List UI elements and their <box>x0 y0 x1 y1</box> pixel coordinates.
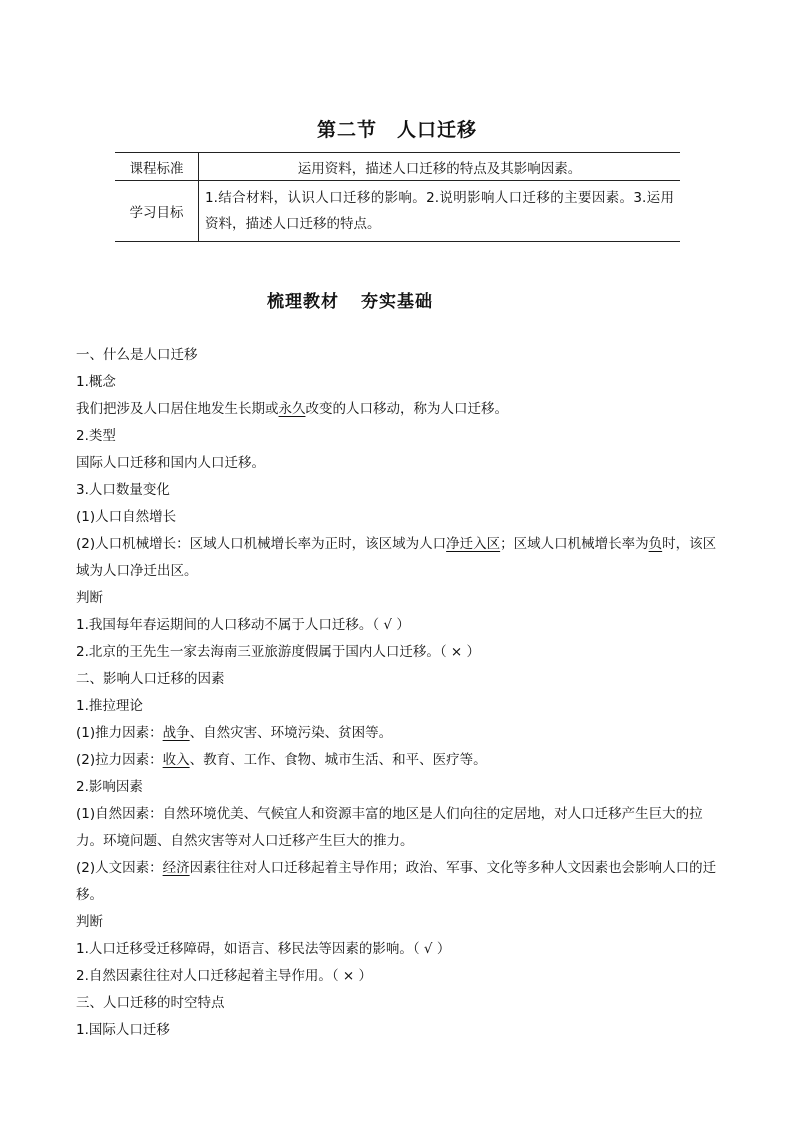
judge-item: 2.自然因素往往对人口迁移起着主导作用。（ × ） <box>76 968 373 984</box>
table-row <box>115 181 680 242</box>
section-heading <box>0 287 700 312</box>
text-span: 、教育、工作、食物、城市生活、和平、医疗等。 <box>189 752 487 768</box>
blank-answer: 负 <box>648 536 663 552</box>
blank-answer: 净迁入区 <box>446 536 501 552</box>
page-title: 第二节 人口迁移 <box>316 119 477 141</box>
text-span: (2)拉力因素： <box>76 752 163 768</box>
section-heading-part2: 夯实基础 <box>361 292 433 312</box>
judge-item: 1.人口迁移受迁移障碍，如语言、移民法等因素的影响。（ √ ） <box>76 941 451 957</box>
text-span: (1)推力因素： <box>76 725 163 741</box>
judge-title: 判断 <box>76 590 103 606</box>
text-span: 改变的人口移动，称为人口迁移。 <box>305 401 508 417</box>
factors-title: 2.影响因素 <box>76 779 143 795</box>
text-span: 我们把涉及人口居住地发生长期或 <box>76 401 279 417</box>
judge-item: 1.我国每年春运期间的人口移动不属于人口迁移。（ √ ） <box>76 617 410 633</box>
blank-answer: 经济 <box>162 860 190 876</box>
table-row <box>115 153 680 181</box>
course-standard-value: 运用资料，描述人口迁移的特点及其影响因素。 <box>199 153 681 181</box>
judge-title: 判断 <box>76 914 103 930</box>
concept-text <box>76 396 721 423</box>
type-title: 2.类型 <box>76 428 116 444</box>
section-1-title: 一、什么是人口迁移 <box>76 347 198 363</box>
text-span: ；区域人口机械增长率为 <box>500 536 649 552</box>
text-span: 时，该区域为人口净迁出区。 <box>76 536 717 579</box>
learning-goal-value: 1.结合材料，认识人口迁移的影响。2.说明影响人口迁移的主要因素。3.运用资料，描述人口迁移的特点。 <box>199 181 681 242</box>
international-migration-title: 1.国际人口迁移 <box>76 1022 170 1038</box>
push-pull-title: 1.推拉理论 <box>76 698 143 714</box>
section-3-title: 三、人口迁移的时空特点 <box>76 995 225 1011</box>
natural-factors: (1)自然因素：自然环境优美、气候宜人和资源丰富的地区是人们向往的定居地，对人口迁移产生巨大的拉力。环境问题、自然灾害等对人口迁移产生巨大的推力。 <box>76 806 703 849</box>
natural-growth: (1)人口自然增长 <box>76 509 177 525</box>
human-factors <box>76 855 721 909</box>
text-span: (2)人口机械增长：区域人口机械增长率为正时，该区域为人口 <box>76 536 447 552</box>
text-span: (2)人文因素： <box>76 860 163 876</box>
judge-item: 2.北京的王先生一家去海南三亚旅游度假属于国内人口迁移。（ × ） <box>76 644 481 660</box>
learning-goal-label: 学习目标 <box>115 181 199 242</box>
mechanical-growth <box>76 531 721 585</box>
standards-table <box>115 152 680 242</box>
section-2-title: 二、影响人口迁移的因素 <box>76 671 225 687</box>
blank-answer: 永久 <box>278 401 306 417</box>
blank-answer: 战争 <box>162 725 190 741</box>
course-standard-label: 课程标准 <box>115 153 199 181</box>
blank-answer: 收入 <box>162 752 190 768</box>
push-factors <box>76 720 721 747</box>
section-heading-part1: 梳理教材 <box>267 292 339 312</box>
population-change-title: 3.人口数量变化 <box>76 482 170 498</box>
concept-title: 1.概念 <box>76 374 116 390</box>
text-span: 、自然灾害、环境污染、贫困等。 <box>189 725 393 741</box>
type-text: 国际人口迁移和国内人口迁移。 <box>76 455 265 471</box>
main-content <box>76 342 721 1044</box>
text-span: 因素往往对人口迁移起着主导作用；政治、军事、文化等多种人文因素也会影响人口的迁移。 <box>76 860 717 903</box>
pull-factors <box>76 747 721 774</box>
